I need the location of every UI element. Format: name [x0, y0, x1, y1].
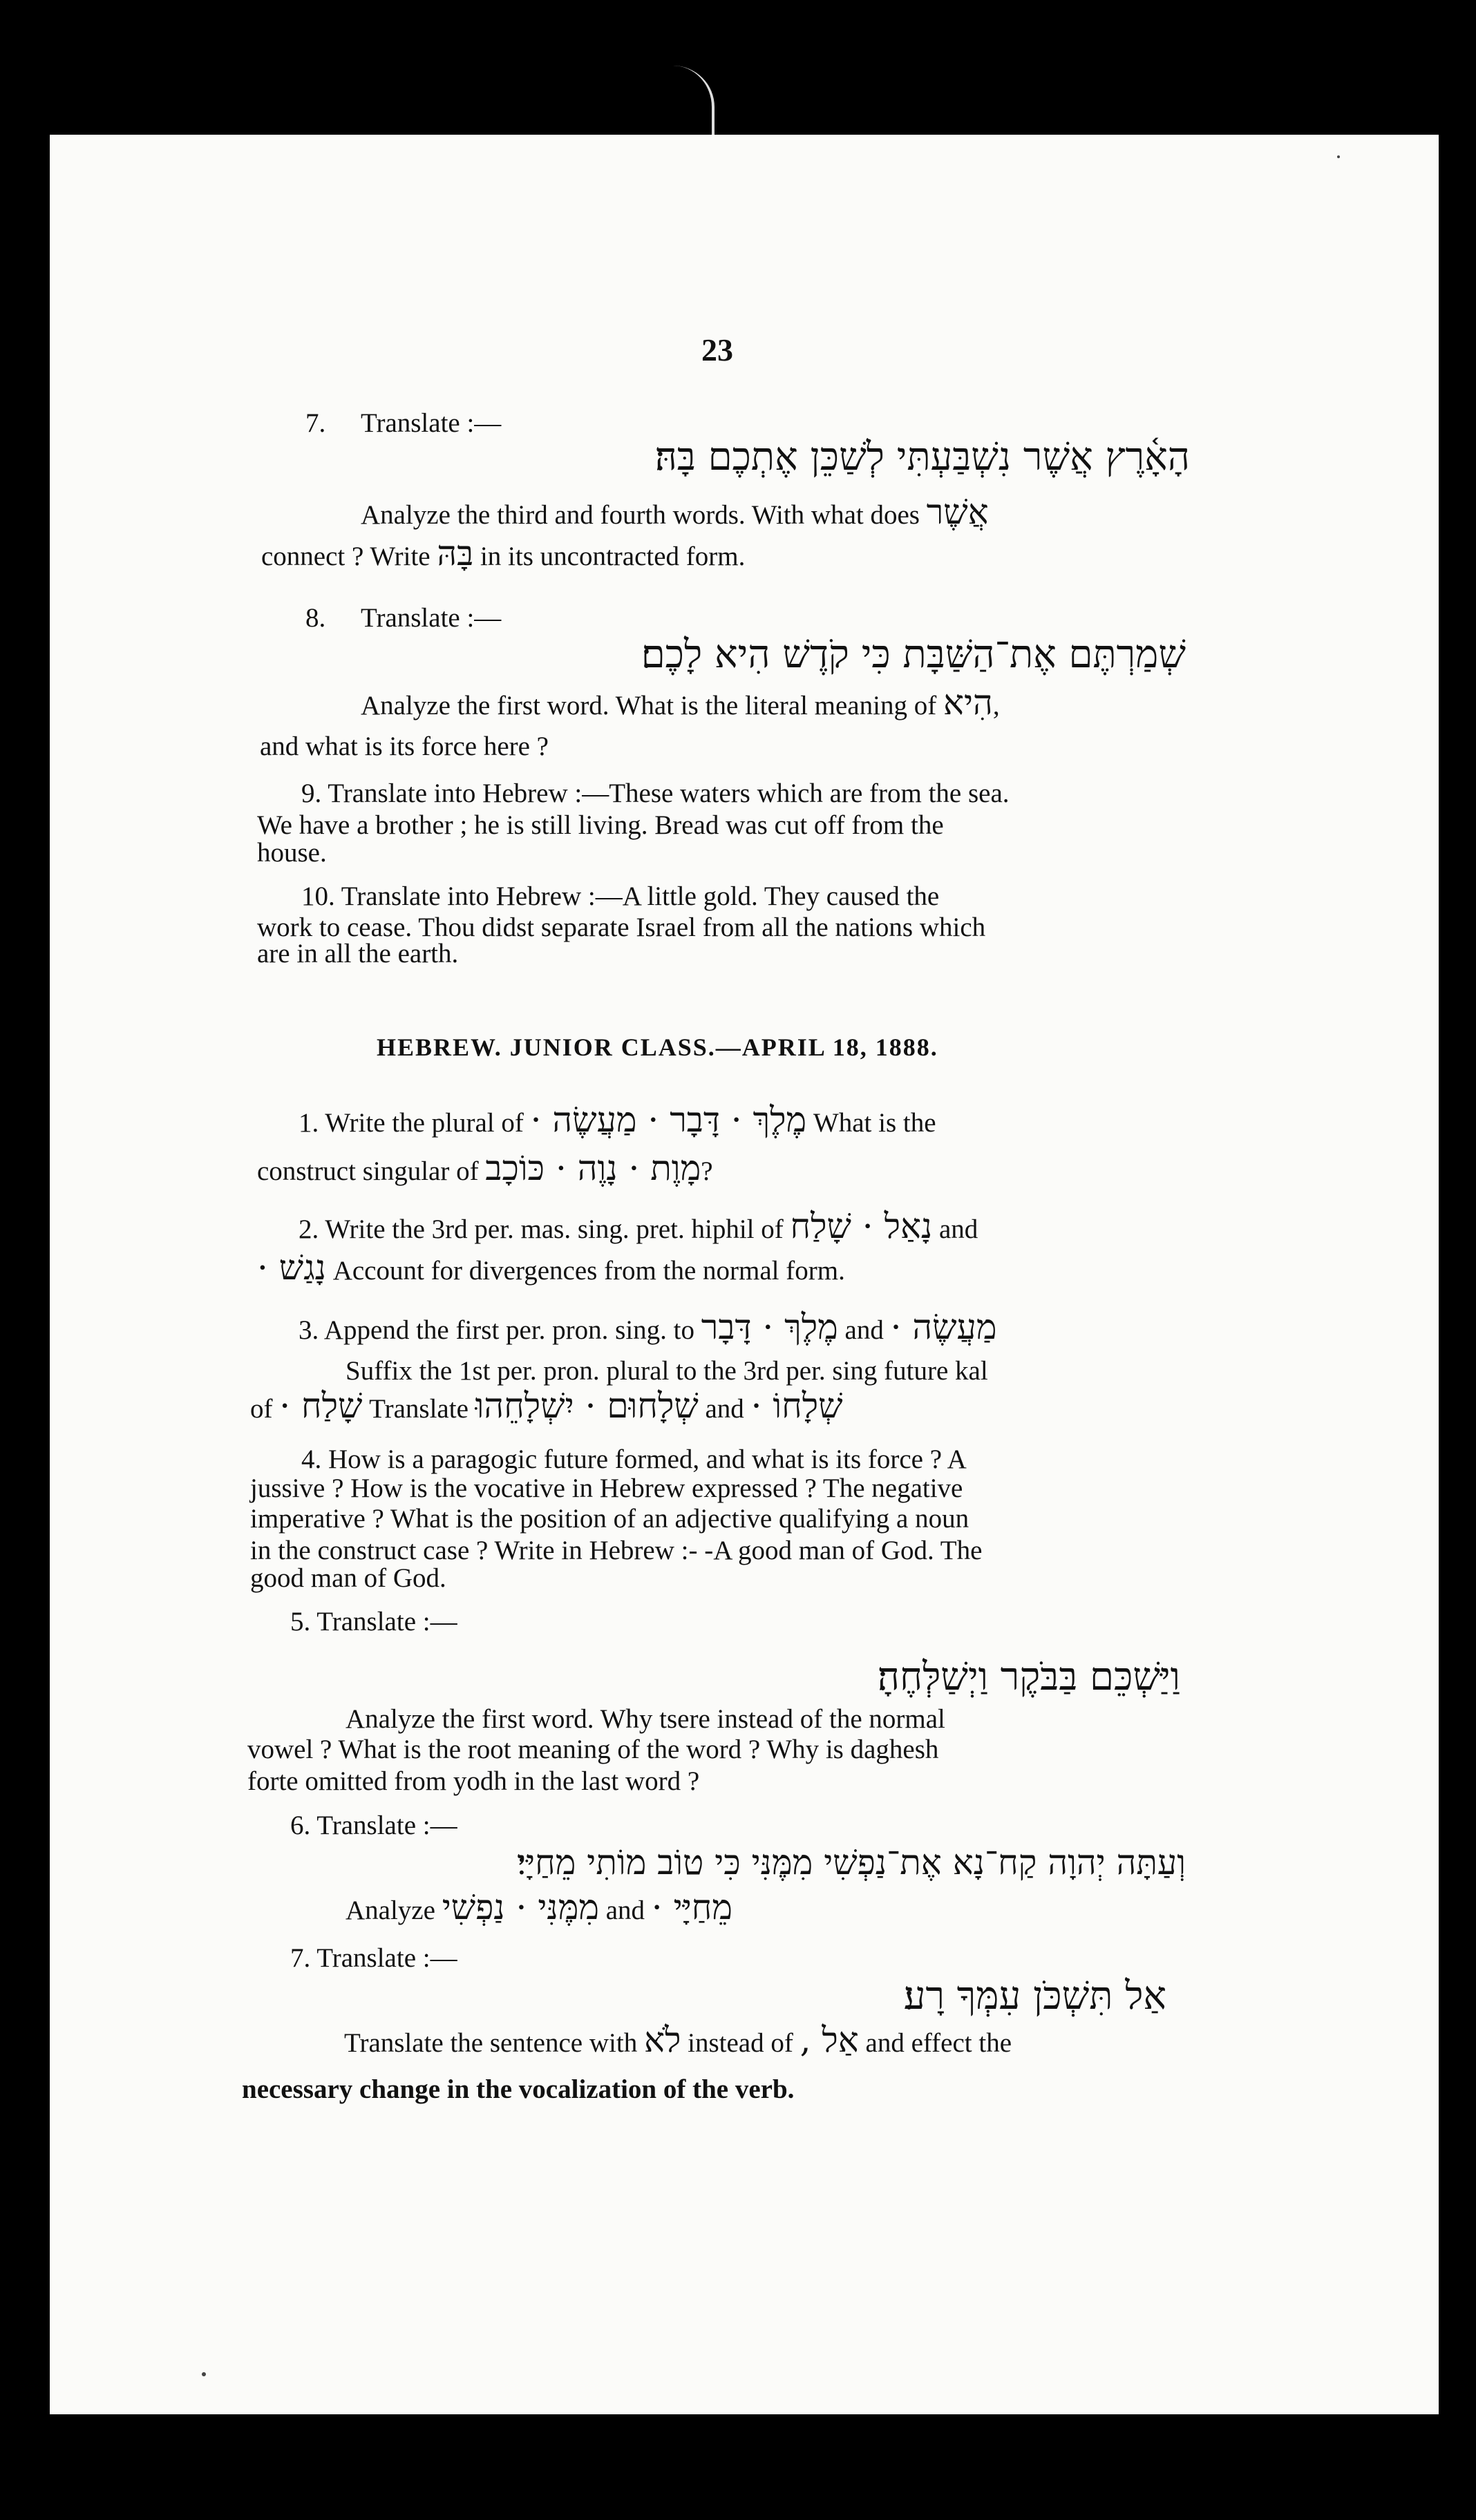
j5-line1: Analyze the first word. Why tsere instead of the normal [346, 1704, 945, 1734]
j7-label: 7. Translate :— [290, 1943, 457, 1973]
speck [202, 2372, 206, 2376]
q10-line1: 10. Translate into Hebrew :—A little gold. They caused the [301, 881, 940, 911]
section-heading: HEBREW. JUNIOR CLASS.—APRIL 18, 1888. [377, 1033, 938, 1061]
q8-number: 8. [305, 603, 326, 633]
j6-hebrew: וְעַתָּה יְהוָה קַח־נָא אֶת־נַפְשִׁי מִמֶּנִּי כִּי טוֹב מוֹתִי מֵחַיָּי׃ [516, 1842, 1186, 1882]
page-number: 23 [701, 332, 733, 368]
q8-label: Translate :— [361, 603, 502, 633]
q7-label: Translate :— [361, 408, 502, 438]
j4-line3: imperative ? What is the position of an adjective qualifying a noun [250, 1504, 969, 1534]
q9-line1: 9. Translate into Hebrew :—These waters which are from the sea. [301, 779, 1010, 808]
j6-label: 6. Translate :— [290, 1811, 457, 1840]
j3-line1: 3. Append the first per. pron. sing. to מֶלֶךְ · דָּבָר and מַעֲשֶׂה · [299, 1307, 997, 1347]
q7-number: 7. [305, 408, 326, 438]
q7-line1: Analyze the third and fourth words. With what does אֲשֶׁר [361, 492, 989, 532]
q8-heb-hi: הִיא [943, 682, 993, 723]
j4-line1: 4. How is a paragogic future formed, and what is its force ? A [301, 1444, 967, 1474]
q7-heb-asher: אֲשֶׁר [926, 492, 989, 532]
j7-line1: Translate the sentence with לֹא instead of אַל , and effect the [344, 2020, 1012, 2060]
j3-line3: of שָׁלַח · Translate שְׁלָחוּם · יִשְׁלָחֵהוּ and שְׁלָחוֹ · [250, 1386, 843, 1426]
j7-line2: necessary change in the vocalization of the verb. [242, 2074, 795, 2104]
j4-line5: good man of God. [250, 1563, 446, 1593]
q8-line2: and what is its force here ? [260, 732, 549, 761]
speck [1337, 155, 1340, 158]
j5-line3: forte omitted from yodh in the last word ? [247, 1766, 700, 1796]
j2-line1: 2. Write the 3rd per. mas. sing. pret. hiphil of נָאַל · שָׁלַח and [299, 1206, 978, 1246]
j5-line2: vowel ? What is the root meaning of the word ? Why is daghesh [247, 1735, 939, 1764]
q8-line1: Analyze the first word. What is the literal meaning of הִיא, [361, 682, 1000, 723]
q9-line2: We have a brother ; he is still living. Bread was cut off from the [257, 810, 944, 840]
j5-hebrew: וַיַּשְׁכֵּם בַּבֹּקֶר וַיְשַׁלְּחֶהָ׃ [877, 1654, 1180, 1699]
j1-line2: construct singular of מָוֶת · נָוֶה · כּוֹכָב? [257, 1148, 713, 1188]
j2-line2: נָגַשׁ · Account for divergences from the normal form. [257, 1248, 845, 1288]
q10-line3: are in all the earth. [257, 939, 459, 968]
j1-line1: 1. Write the plural of מֶלֶךְ · דָּבָר · מַעֲשֶׂה · What is the [299, 1100, 936, 1140]
j7-hebrew: אַל תִּשְׁכֹּן עִמְּךָ רָע׃ [903, 1974, 1166, 2018]
q10-line2: work to cease. Thou didst separate Israel from all the nations which [257, 913, 986, 942]
j4-line2: jussive ? How is the vocative in Hebrew expressed ? The negative [250, 1473, 963, 1503]
j3-line2: Suffix the 1st per. pron. plural to the 3rd per. sing future kal [346, 1356, 988, 1386]
q7-heb-bah: בָּהּ [437, 533, 474, 573]
j5-label: 5. Translate :— [290, 1607, 457, 1636]
q7-line2: connect ? Write בָּהּ in its uncontracted form. [261, 533, 746, 573]
j6-line1: Analyze מִמֶּנִּי · נַפְשִׁי and מֵחַיָּי · [346, 1887, 733, 1927]
q7-hebrew: הָאָ֫רֶץ אֲשֶׁר נִשְׁבַּעְתִּי לְשַׁכֵּן אֶתְכֶם בָּהּ׃ [654, 435, 1190, 479]
q9-line3: house. [257, 838, 327, 868]
q8-hebrew: שְׁמַרְתֶּם אֶת־הַשַּׁבָּת כִּי קֹדֶשׁ הִיא לָכֶם׃ [641, 632, 1186, 677]
j4-line4: in the construct case ? Write in Hebrew :- -A good man of God. The [250, 1536, 983, 1565]
